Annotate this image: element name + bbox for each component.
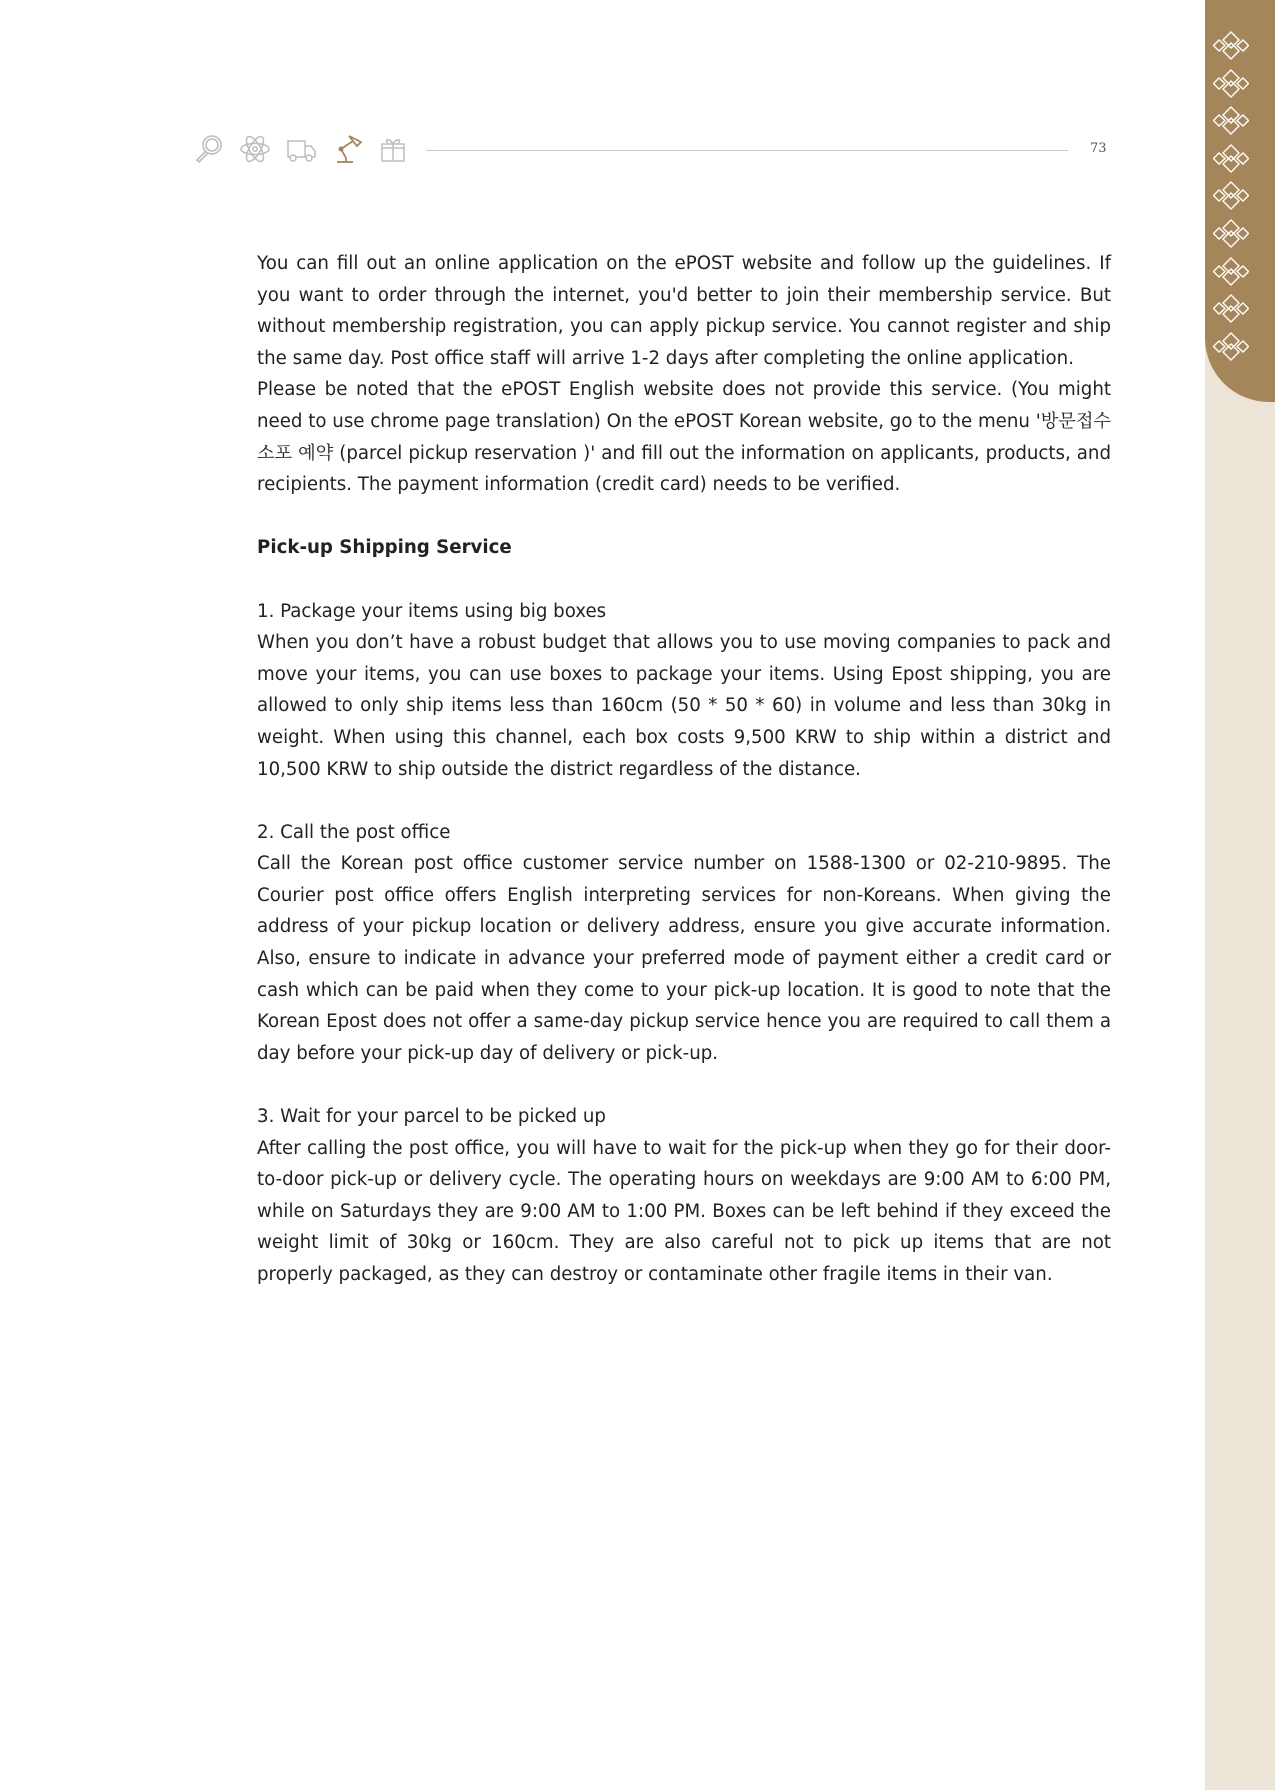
step-body: When you don’t have a robust budget that allows you to use moving companies to pack and move your items, you can use boxes to package your items. Using Epost shipping, you are allowed to only ship items less than 160cm (50 * 50 * 60) in volume and less than 30kg in weight. When using this channel, each box costs 9,500 KRW to ship within a district and 10,500 KRW to ship outside the district regardless of the distance.	[257, 632, 1111, 780]
magnifier-icon	[193, 133, 225, 165]
main-content	[257, 248, 1111, 1291]
step-body: Call the Korean post office customer service number on 1588-1300 or 02-210-9895. The Courier post office offers English interpreting services for non-Koreans. When giving the address of your pickup location or delivery address, ensure you give accurate information. Also, ensure to indicate in advance your preferred mode of payment either a credit card or cash which can be paid when they come to your pick-up location. It is good to note that the Korean Epost does not offer a same-day pickup service hence you are required to call them a day before your pick-up day of delivery or pick-up.	[257, 853, 1111, 1064]
step-title: 2. Call the post office	[257, 821, 451, 843]
step-title: 1. Package your items using big boxes	[257, 600, 607, 622]
diamond-ornament-icon	[1213, 218, 1249, 249]
diamond-ornament-icon	[1213, 180, 1249, 211]
ornament-column	[1213, 30, 1249, 368]
diamond-ornament-icon	[1213, 256, 1249, 287]
truck-icon	[285, 133, 317, 165]
page-number: 73	[1090, 141, 1107, 156]
spacer	[257, 1069, 1111, 1101]
step-body: After calling the post office, you will have to wait for the pick-up when they go for their door-to-door pick-up or delivery cycle. The operating hours on weekdays are 9:00 AM to 6:00 PM, while on Saturdays they are 9:00 AM to 1:00 PM. Boxes can be left behind if they exceed the weight limit of 30kg or 160cm. They are also careful not to pick up items that are not properly packaged, as they can destroy or contaminate other fragile items in their van.	[257, 1137, 1111, 1285]
diamond-ornament-icon	[1213, 143, 1249, 174]
gift-box-icon	[377, 133, 409, 165]
diamond-ornament-icon	[1213, 331, 1249, 362]
diamond-ornament-icon	[1213, 293, 1249, 324]
step-title: 3. Wait for your parcel to be picked up	[257, 1106, 606, 1128]
diamond-ornament-icon	[1213, 68, 1249, 99]
spacer	[257, 501, 1111, 533]
header-icon-row	[193, 133, 409, 165]
diamond-ornament-icon	[1213, 105, 1249, 136]
diamond-ornament-icon	[1213, 30, 1249, 61]
section-heading: Pick-up Shipping Service	[257, 537, 512, 559]
atom-icon	[239, 133, 271, 165]
desk-lamp-icon	[331, 133, 363, 165]
header-rule	[426, 150, 1068, 151]
spacer	[257, 564, 1111, 596]
intro-paragraph: Please be noted that the ePOST English website does not provide this service. (You might need to use chrome page translation) On the ePOST Korean website, go to the menu '방문접수소포 예약 (parcel pickup reservation )' and fill out the information on applicants, products, and recipients. The payment information (credit card) needs to be verified.	[257, 379, 1111, 496]
intro-paragraph: You can fill out an online application on the ePOST website and follow up the guidelines. If you want to order through the internet, you'd better to join their membership service. But without membership registration, you can apply pickup service. You cannot register and ship the same day. Post office staff will arrive 1-2 days after completing the online application.	[257, 253, 1111, 369]
spacer	[257, 785, 1111, 817]
